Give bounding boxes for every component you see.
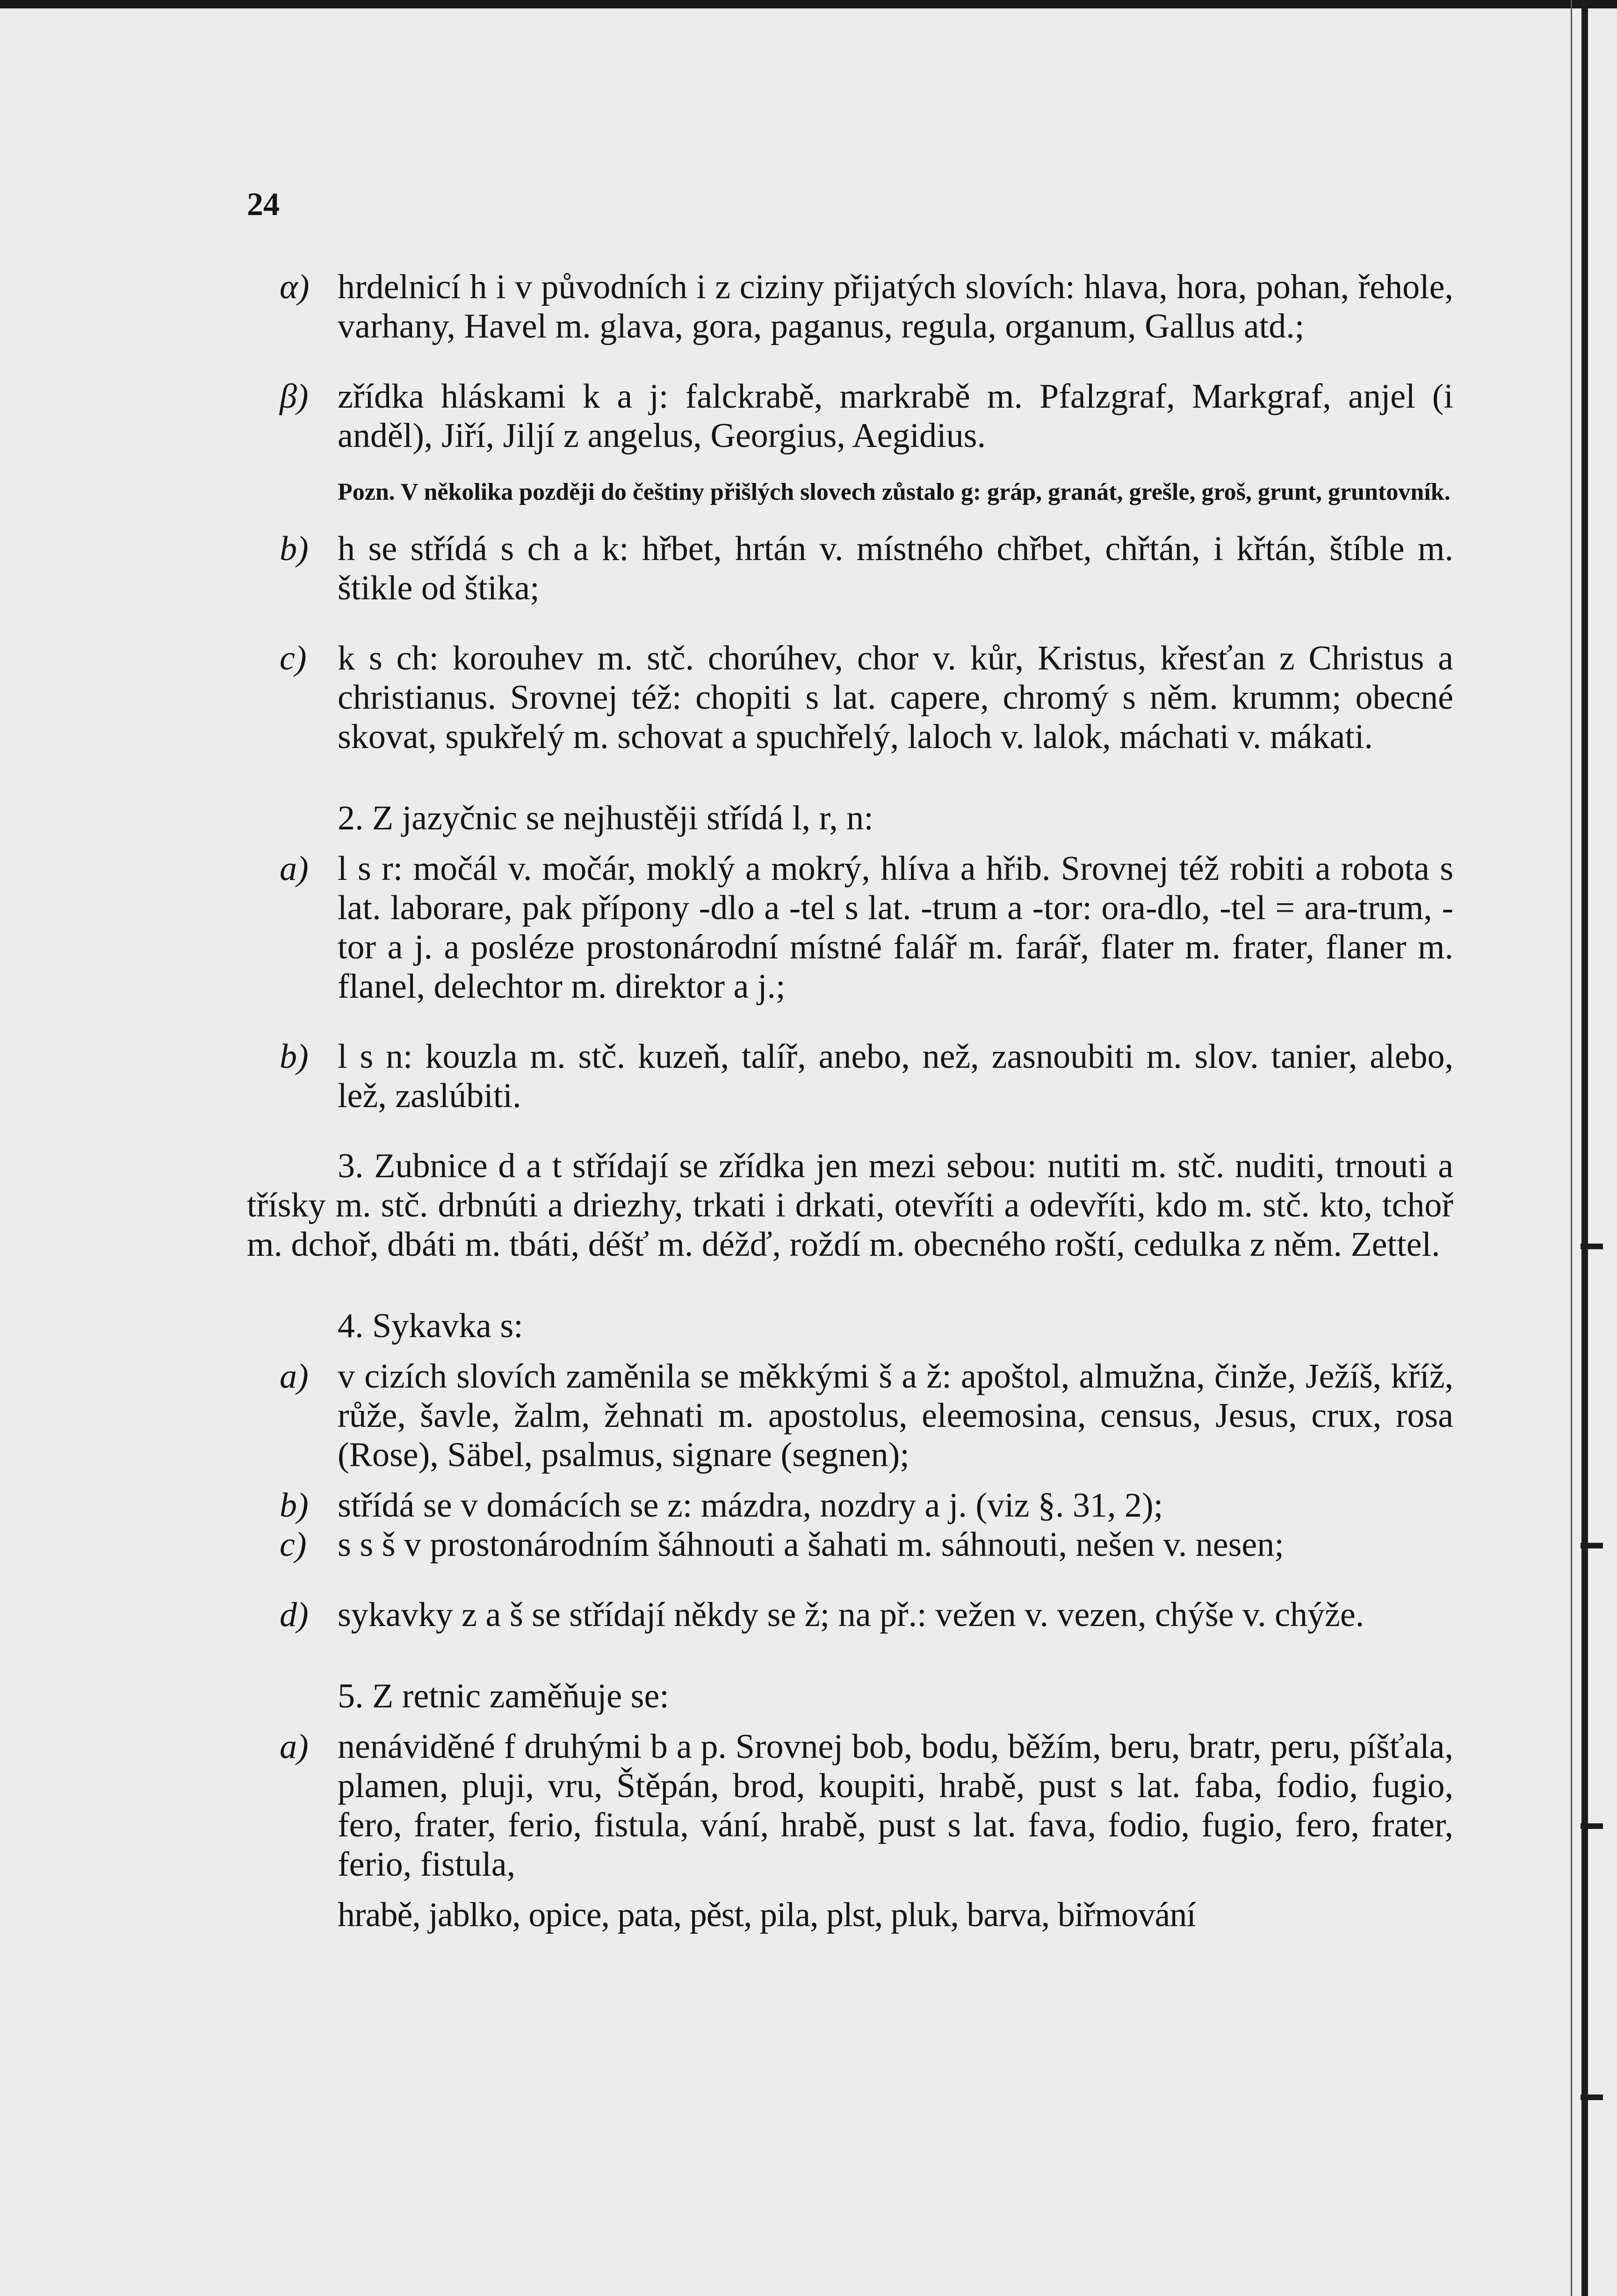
section-heading-2: 2. Z jazyčnic se nejhustěji střídá l, r, n:: [338, 799, 873, 837]
scan-edge-mark: [1581, 1244, 1603, 1249]
page-text: [247, 267, 1453, 1935]
item-text: s s š v prostonárodním šáhnouti a šahati m. sáhnouti, nešen v. nesen;: [338, 1526, 1284, 1564]
fragment-text: hrabě, jablko, opice, pata, pěst, pila, plst, pluk, barva, biřmování: [338, 1896, 1196, 1934]
scan-edge-mark: [1581, 1823, 1603, 1829]
list-item: [247, 1525, 1453, 1564]
item-text: zřídka hláskami k a j: falckrabě, markrabě m. Pfalzgraf, Markgraf, anjel (i anděl), Jiří, Jiljí z angelus, Georgius, Aegidius.: [338, 377, 1453, 455]
item-marker: a): [280, 849, 309, 888]
item-marker: β): [280, 377, 309, 416]
item-text: střídá se v domácích se z: mázdra, nozdry a j. (viz §. 31, 2);: [338, 1486, 1163, 1525]
item-marker: α): [280, 268, 310, 306]
list-item: [247, 1486, 1453, 1525]
list-item: [247, 377, 1453, 455]
item-text: h se střídá s ch a k: hřbet, hrtán v. místného chřbet, chřtán, i křtán, štíble m. štikle od štika;: [338, 530, 1453, 607]
scan-right-edge-thin: [1571, 0, 1572, 2296]
item-marker: d): [280, 1596, 309, 1634]
item-marker: b): [280, 1486, 309, 1525]
section-paragraph-3: 3. Zubnice d a t střídají se zřídka jen mezi sebou: nutiti m. stč. nuditi, trnouti a třísky m. stč. drbnúti a driezhy, trkati i drkati, otevříti a odevříti, kdo m. stč. kto, tchoř m. dchoř, dbáti m. tbáti, déšť m. déžď, roždí m. obecného roští, cedulka z něm. Zettel.: [247, 1147, 1453, 1264]
list-item: [247, 1727, 1453, 1884]
list-item: [247, 1357, 1453, 1475]
item-text: k s ch: korouhev m. stč. chorúhev, chor v. kůr, Kristus, křesťan z Christus a christianus. Srovnej též: chopiti s lat. capere, chromý s něm. krumm; obecné skovat, spukřelý m. schovat a spuchřelý, laloch v. lalok, máchati v. mákati.: [338, 639, 1453, 756]
list-item: [247, 1595, 1453, 1634]
section-heading-4: 4. Sykavka s:: [338, 1307, 523, 1345]
scan-edge-mark: [1581, 1543, 1603, 1548]
list-item: [247, 529, 1453, 608]
scan-edge-mark: [1581, 2094, 1603, 2100]
item-marker: b): [280, 530, 309, 568]
scan-right-edge: [1581, 0, 1588, 2296]
section-heading-5: 5. Z retnic zaměňuje se:: [338, 1677, 669, 1715]
item-text: nenáviděné f druhými b a p. Srovnej bob, bodu, běžím, beru, bratr, peru, píšťala, plamen, pluji, vru, Štěpán, brod, koupiti, hrabě, pust s lat. faba, fodio, fugio, fero, frater, ferio, fistula, vání, hrabě, pust s lat. fava, fodio, fugio, fero, frater, ferio, fistula,: [338, 1727, 1453, 1884]
list-item: [247, 639, 1453, 756]
scan-top-edge: [0, 0, 1617, 8]
overlapping-line-fragment: [247, 1895, 1453, 1935]
list-item: [247, 1037, 1453, 1116]
footnote: Pozn. V několika později do češtiny přišlých slovech zůstalo g: gráp, granát, grešle, groš, grunt, gruntovník.: [338, 479, 1451, 505]
item-marker: c): [280, 639, 307, 677]
item-text: l s r: močál v. močár, moklý a mokrý, hlíva a hřib. Srovnej též robiti a robota s lat. laborare, pak přípony -dlo a -tel s lat. -trum a -tor: ora-dlo, -tel = ara-trum, -tor a j. a posléze prostonárodní místné falář m. farář, flater m. frater, flaner m. flanel, delechtor m. direktor a j.;: [338, 849, 1453, 1006]
item-marker: c): [280, 1526, 307, 1564]
item-marker: a): [280, 1727, 309, 1766]
item-text: l s n: kouzla m. stč. kuzeň, talíř, anebo, než, zasnoubiti m. slov. tanier, alebo, lež, zaslúbiti.: [338, 1037, 1453, 1115]
item-text: v cizích slovích zaměnila se měkkými š a ž: apoštol, almužna, činže, Ježíš, kříž, růže, šavle, žalm, žehnati m. apostolus, eleemosina, census, Jesus, crux, rosa (Rose), Säbel, psalmus, signare (segnen);: [338, 1357, 1453, 1474]
page-number: 24: [247, 187, 280, 223]
list-item: [247, 849, 1453, 1006]
list-item: [247, 267, 1453, 346]
item-marker: a): [280, 1357, 309, 1396]
item-text: sykavky z a š se střídají někdy se ž; na př.: vežen v. vezen, chýše v. chýže.: [338, 1596, 1364, 1634]
item-marker: b): [280, 1037, 309, 1076]
item-text: hrdelnicí h i v původních i z ciziny přijatých slovích: hlava, hora, pohan, řehole, varhany, Havel m. glava, gora, paganus, regula, organum, Gallus atd.;: [338, 268, 1453, 345]
